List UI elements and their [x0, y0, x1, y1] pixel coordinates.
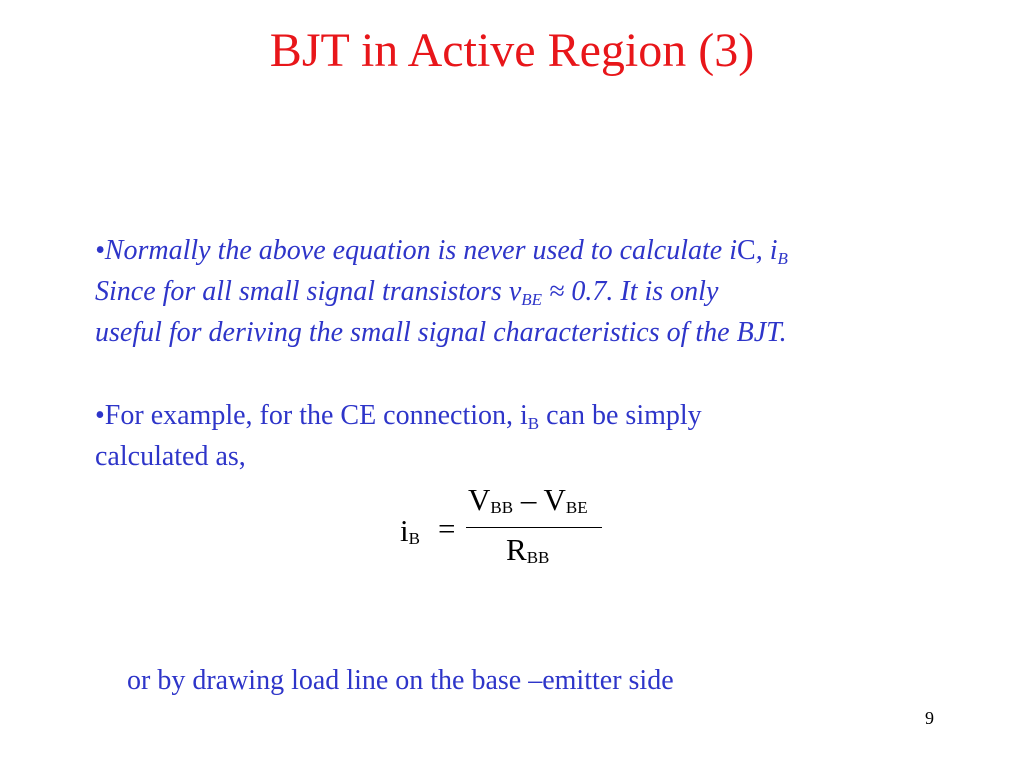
formula-symbol: V	[468, 482, 491, 517]
formula-symbol: i	[400, 513, 409, 548]
text-span: C	[737, 235, 756, 266]
formula-equals: =	[438, 511, 456, 546]
text-span: , i	[755, 235, 778, 266]
subscript: BE	[565, 498, 588, 517]
paragraph-line	[95, 395, 975, 436]
text-span: ≈ 0.7. It is only	[542, 276, 719, 307]
load-line-note: or by drawing load line on the base –emitter side	[127, 665, 674, 696]
paragraph-line: useful for deriving the small signal characteristics of the BJT.	[95, 317, 787, 348]
subscript: B	[527, 414, 540, 433]
paragraph-line	[95, 230, 975, 271]
text-span: Since for all small signal transistors v	[95, 276, 522, 307]
text-span: •For example, for the CE connection, i	[95, 400, 528, 431]
paragraph-normally	[95, 230, 975, 353]
text-span: can be simply	[539, 400, 702, 431]
formula-numerator	[468, 482, 588, 518]
formula-lhs	[400, 513, 420, 549]
subscript: BB	[526, 548, 550, 567]
formula-minus: –	[513, 482, 544, 517]
subscript: B	[777, 249, 788, 268]
paragraph-line: calculated as,	[95, 441, 246, 472]
subscript: B	[408, 529, 420, 548]
ib-formula	[400, 482, 640, 582]
subscript: BE	[521, 290, 543, 309]
subscript: BB	[490, 498, 514, 517]
fraction-bar	[466, 527, 602, 528]
slide-title: BJT in Active Region (3)	[269, 24, 755, 77]
text-span: •Normally the above equation is never used to calculate i	[95, 235, 737, 266]
paragraph-example	[95, 395, 975, 477]
paragraph-line	[95, 271, 975, 312]
page-number: 9	[925, 708, 934, 728]
formula-denominator	[506, 532, 549, 568]
formula-symbol: R	[506, 532, 527, 567]
formula-symbol: V	[543, 482, 566, 517]
